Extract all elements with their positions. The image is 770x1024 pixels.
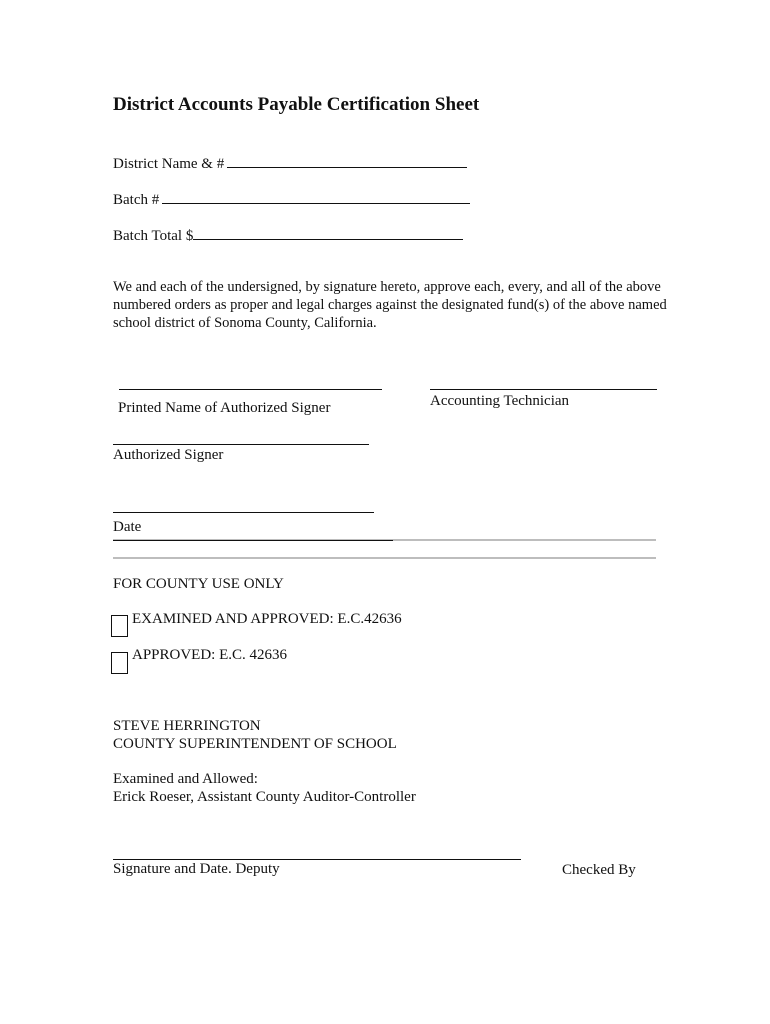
superintendent-title: COUNTY SUPERINTENDENT OF SCHOOL	[113, 736, 397, 752]
auditor-controller-line: Erick Roeser, Assistant County Auditor-Controller	[113, 789, 416, 805]
batch-number-label: Batch #	[113, 192, 160, 208]
superintendent-name: STEVE HERRINGTON	[113, 718, 261, 734]
batch-total-line[interactable]	[193, 225, 463, 240]
examined-approved-label: EXAMINED AND APPROVED: E.C.42636	[132, 611, 402, 627]
district-name-label: District Name & #	[113, 156, 225, 172]
separator-line-dark	[113, 540, 393, 541]
batch-number-field	[113, 189, 470, 209]
date-label: Date	[113, 519, 142, 535]
date-signature-line[interactable]	[113, 512, 374, 513]
examined-allowed-label: Examined and Allowed:	[113, 771, 258, 787]
signature-date-deputy-label: Signature and Date. Deputy	[113, 861, 280, 877]
document-title: District Accounts Payable Certification Sheet	[113, 94, 480, 115]
county-use-heading: FOR COUNTY USE ONLY	[113, 576, 284, 592]
batch-total-label: Batch Total $	[113, 228, 194, 244]
examined-approved-checkbox[interactable]	[111, 615, 128, 637]
authorized-signer-label: Authorized Signer	[113, 447, 224, 463]
accounting-technician-label: Accounting Technician	[430, 393, 570, 409]
district-name-line[interactable]	[227, 153, 467, 168]
printed-name-label: Printed Name of Authorized Signer	[118, 400, 331, 416]
batch-number-line[interactable]	[162, 189, 470, 204]
certification-paragraph: We and each of the undersigned, by signature hereto, approve each, every, and all of the above numbered orders as proper and legal charges against the designated fund(s) of the above named school district of Sonoma County, California.	[113, 279, 667, 331]
district-name-field	[113, 153, 467, 173]
authorized-signer-signature-line[interactable]	[113, 444, 369, 445]
checked-by-label: Checked By	[562, 862, 636, 878]
separator-line-bottom	[113, 557, 656, 559]
deputy-signature-line[interactable]	[113, 859, 521, 860]
approved-label: APPROVED: E.C. 42636	[132, 647, 288, 663]
approved-checkbox[interactable]	[111, 652, 128, 674]
accounting-technician-signature-line[interactable]	[430, 389, 657, 390]
printed-name-signature-line[interactable]	[119, 389, 382, 390]
batch-total-field	[113, 225, 463, 245]
